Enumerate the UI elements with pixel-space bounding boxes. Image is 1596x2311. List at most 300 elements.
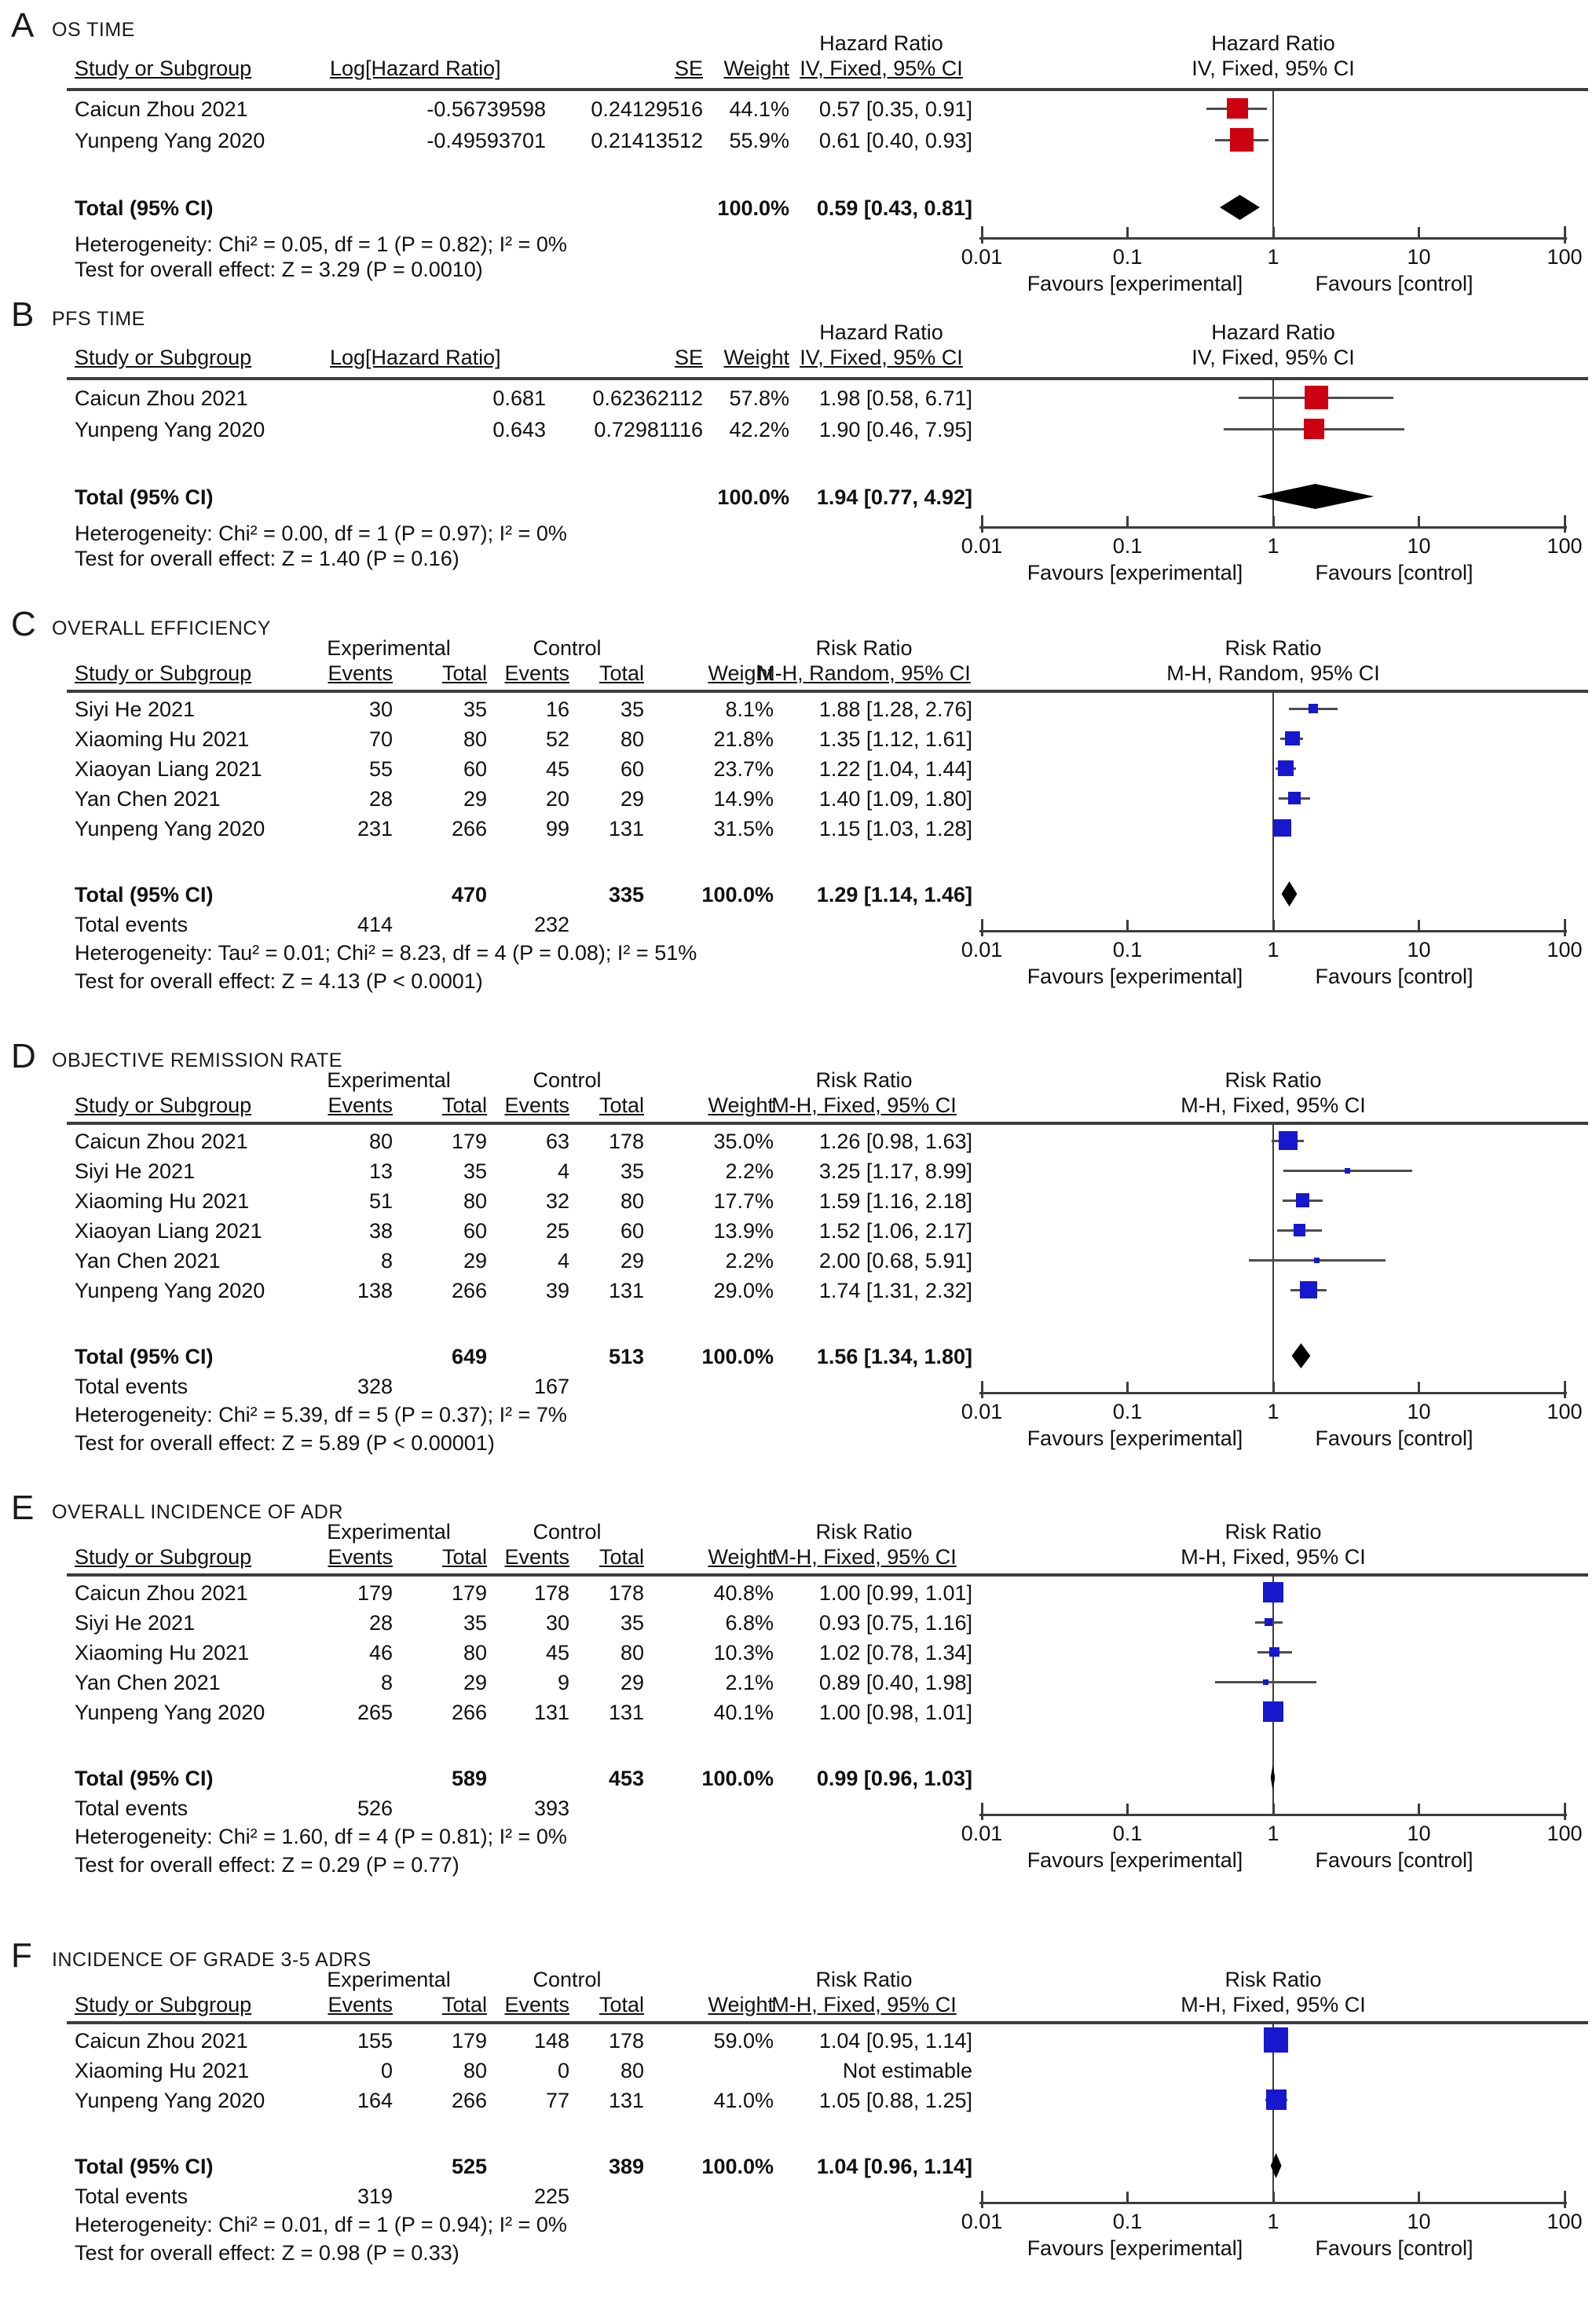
- weight-value: 21.8%: [713, 727, 774, 751]
- axis-tick-label: 100: [1547, 2210, 1583, 2233]
- events-experimental: 231: [357, 817, 393, 841]
- se-value: 0.24129516: [591, 97, 703, 121]
- effect-measure-header-table: Risk Ratio: [815, 1068, 913, 1092]
- axis-tick: [1126, 1382, 1129, 1392]
- events-control: 52: [545, 727, 569, 751]
- study-name: Yunpeng Yang 2020: [75, 418, 265, 441]
- events-control: 63: [545, 1130, 569, 1153]
- events-experimental: 38: [368, 1219, 393, 1243]
- events-control: 39: [545, 1279, 569, 1302]
- x-axis: [979, 1814, 1567, 1816]
- ci-text: 1.00 [0.98, 1.01]: [818, 1701, 972, 1724]
- forest-square: [1345, 1168, 1350, 1174]
- events-control: 77: [545, 2089, 569, 2112]
- total-events-label: Total events: [75, 1796, 189, 1820]
- total-events-experimental: 414: [357, 913, 393, 936]
- ci-text: 0.89 [0.40, 1.98]: [818, 1671, 972, 1694]
- axis-tick: [1418, 516, 1420, 526]
- total-weight: 100.0%: [717, 196, 789, 220]
- events-experimental: 46: [368, 1641, 393, 1665]
- ci-text: 1.05 [0.88, 1.25]: [818, 2089, 972, 2112]
- ci-text: 1.15 [1.03, 1.28]: [818, 817, 972, 841]
- total-experimental: 29: [463, 1671, 487, 1694]
- axis-tick: [1564, 2191, 1566, 2208]
- panel-overall-incidence-adr: [0, 1490, 1596, 1938]
- weight-value: 42.2%: [729, 418, 789, 441]
- ci-text: 0.93 [0.75, 1.16]: [818, 1611, 972, 1635]
- favours-control-label: Favours [control]: [1315, 272, 1473, 295]
- total-diamond: [1271, 1765, 1276, 1790]
- effect-measure-header-table: Hazard Ratio: [819, 31, 943, 55]
- events-experimental: 28: [368, 787, 393, 811]
- total-control: 178: [608, 2029, 644, 2053]
- axis-tick-label: 10: [1407, 1822, 1431, 1845]
- study-name: Yan Chen 2021: [75, 1671, 221, 1694]
- column-header-study: Study or Subgroup: [75, 57, 252, 80]
- effect-measure-header-table: Hazard Ratio: [819, 320, 943, 344]
- total-experimental: 179: [451, 1581, 487, 1605]
- ci-text: 1.40 [1.09, 1.80]: [818, 787, 972, 811]
- forest-square: [1269, 1647, 1279, 1657]
- column-header-weight: Weight: [708, 1093, 774, 1117]
- events-control: 4: [557, 1249, 569, 1273]
- events-control: 4: [557, 1159, 569, 1183]
- group-header-experimental: Experimental: [327, 636, 451, 660]
- axis-tick: [981, 1381, 983, 1398]
- total-events-control: 393: [533, 1796, 569, 1820]
- events-experimental: 138: [357, 1279, 393, 1302]
- ci-text: 1.02 [0.78, 1.34]: [818, 1641, 972, 1665]
- total-events-control: 167: [533, 1375, 569, 1398]
- ci-text: 1.59 [1.16, 2.18]: [818, 1189, 972, 1213]
- events-experimental: 265: [357, 1701, 393, 1724]
- axis-tick: [1418, 2192, 1420, 2202]
- total-control: 35: [620, 1159, 644, 1183]
- total-ci-text: 1.29 [1.14, 1.46]: [816, 883, 972, 906]
- axis-tick: [1564, 1803, 1566, 1820]
- heterogeneity-text: Heterogeneity: Chi² = 5.39, df = 5 (P = 0.37); I² = 7%: [75, 1403, 567, 1427]
- events-control: 9: [557, 1671, 569, 1694]
- study-name: Xiaoming Hu 2021: [75, 1189, 250, 1213]
- effect-measure-header-plot: Risk Ratio: [1224, 1520, 1322, 1544]
- column-header-total-ctl: Total: [598, 1093, 644, 1117]
- study-name: Yan Chen 2021: [75, 787, 221, 811]
- axis-tick-label: 100: [1547, 938, 1583, 961]
- total-label: Total (95% CI): [75, 485, 214, 509]
- events-experimental: 164: [357, 2089, 393, 2112]
- group-header-control: Control: [533, 1520, 602, 1544]
- panel-title: INCIDENCE OF GRADE 3-5 ADRS: [52, 1949, 372, 1971]
- total-label: Total (95% CI): [75, 196, 214, 220]
- forest-square: [1266, 2089, 1287, 2110]
- events-control: 45: [545, 757, 569, 781]
- events-control: 131: [533, 1701, 569, 1724]
- events-control: 45: [545, 1641, 569, 1665]
- favours-control-label: Favours [control]: [1315, 2236, 1473, 2260]
- weight-value: 14.9%: [713, 787, 774, 811]
- total-experimental: 266: [451, 1701, 487, 1724]
- axis-tick: [1126, 1804, 1129, 1814]
- study-name: Yunpeng Yang 2020: [75, 817, 265, 841]
- column-header-total-exp: Total: [441, 1993, 487, 2016]
- method-header-plot: M-H, Random, 95% CI: [1166, 661, 1380, 685]
- column-header-ci: IV, Fixed, 95% CI: [800, 346, 963, 369]
- weight-value: 17.7%: [713, 1189, 774, 1213]
- overall-effect-text: Test for overall effect: Z = 1.40 (P = 0.16): [75, 547, 459, 570]
- total-total-experimental: 649: [451, 1345, 487, 1368]
- total-events-label: Total events: [75, 2185, 189, 2208]
- effect-measure-header-table: Risk Ratio: [815, 1968, 913, 1991]
- column-header-log: Log[Hazard Ratio]: [330, 346, 501, 369]
- x-axis: [979, 1392, 1567, 1394]
- weight-value: 41.0%: [713, 2089, 774, 2112]
- study-name: Caicun Zhou 2021: [75, 1130, 248, 1153]
- column-header-events-exp: Events: [328, 661, 393, 685]
- panel-title: PFS TIME: [52, 308, 145, 330]
- log-hazard-ratio-value: 0.681: [492, 386, 546, 410]
- events-experimental: 0: [380, 2059, 393, 2082]
- axis-tick-label: 1: [1267, 1400, 1279, 1423]
- axis-tick: [981, 919, 983, 936]
- weight-value: 40.8%: [713, 1581, 774, 1605]
- header-rule: [67, 1573, 1588, 1577]
- study-name: Xiaoyan Liang 2021: [75, 757, 262, 781]
- total-control: 80: [620, 1189, 644, 1213]
- study-name: Caicun Zhou 2021: [75, 2029, 248, 2053]
- column-header-study: Study or Subgroup: [75, 1093, 252, 1117]
- events-experimental: 8: [380, 1671, 393, 1694]
- panel-os-time: [0, 8, 1596, 297]
- column-header-total-exp: Total: [441, 1545, 487, 1569]
- method-header-plot: M-H, Fixed, 95% CI: [1181, 1545, 1366, 1569]
- total-ci-text: 0.99 [0.96, 1.03]: [816, 1767, 972, 1790]
- favours-experimental-label: Favours [experimental]: [1027, 2236, 1243, 2260]
- axis-tick: [1126, 227, 1129, 237]
- header-rule: [67, 377, 1588, 380]
- total-experimental: 80: [463, 727, 487, 751]
- forest-square: [1288, 792, 1301, 804]
- study-name: Yan Chen 2021: [75, 1249, 221, 1273]
- header-rule: [67, 1122, 1588, 1125]
- favours-experimental-label: Favours [experimental]: [1027, 1427, 1243, 1450]
- effect-measure-header-plot: Hazard Ratio: [1211, 320, 1335, 344]
- forest-square: [1294, 1224, 1305, 1236]
- ci-text: 1.00 [0.99, 1.01]: [818, 1581, 972, 1605]
- total-experimental: 60: [463, 1219, 487, 1243]
- log-hazard-ratio-value: 0.643: [492, 418, 546, 441]
- weight-value: 57.8%: [729, 386, 789, 410]
- total-total-control: 513: [608, 1345, 644, 1368]
- panel-letter: D: [11, 1037, 36, 1075]
- total-diamond: [1257, 484, 1374, 509]
- total-experimental: 35: [463, 698, 487, 721]
- total-experimental: 35: [463, 1159, 487, 1183]
- favours-experimental-label: Favours [experimental]: [1027, 965, 1243, 988]
- column-header-ci: M-H, Random, 95% CI: [757, 661, 971, 685]
- total-control: 29: [620, 1671, 644, 1694]
- study-name: Yunpeng Yang 2020: [75, 2089, 265, 2112]
- total-experimental: 35: [463, 1611, 487, 1635]
- total-events-label: Total events: [75, 1375, 189, 1398]
- forest-square: [1273, 819, 1291, 837]
- total-weight: 100.0%: [717, 485, 789, 509]
- forest-square: [1230, 128, 1254, 152]
- column-header-study: Study or Subgroup: [75, 346, 252, 369]
- events-experimental: 55: [368, 757, 393, 781]
- axis-tick: [1126, 2192, 1129, 2202]
- weight-value: 10.3%: [713, 1641, 774, 1665]
- axis-tick-label: 10: [1407, 245, 1431, 269]
- overall-effect-text: Test for overall effect: Z = 0.29 (P = 0.77): [75, 1853, 459, 1877]
- total-control: 131: [608, 2089, 644, 2112]
- weight-value: 55.9%: [729, 129, 789, 152]
- forest-square: [1305, 386, 1329, 410]
- study-name: Caicun Zhou 2021: [75, 1581, 248, 1605]
- axis-tick-label: 1: [1267, 2210, 1279, 2233]
- panel-letter: E: [11, 1489, 35, 1527]
- header-rule: [67, 2021, 1588, 2024]
- axis-tick: [1272, 1382, 1275, 1392]
- axis-tick-label: 0.01: [961, 534, 1003, 558]
- total-control: 80: [620, 727, 644, 751]
- axis-tick-label: 10: [1407, 1400, 1431, 1423]
- x-axis: [979, 930, 1567, 932]
- study-name: Xiaoyan Liang 2021: [75, 1219, 262, 1243]
- axis-tick: [981, 1803, 983, 1820]
- weight-value: 29.0%: [713, 1279, 774, 1302]
- total-experimental: 60: [463, 757, 487, 781]
- events-experimental: 80: [368, 1130, 393, 1153]
- events-experimental: 8: [380, 1249, 393, 1273]
- column-header-ci: M-H, Fixed, 95% CI: [771, 1093, 957, 1117]
- weight-value: 40.1%: [713, 1701, 774, 1724]
- total-total-experimental: 470: [451, 883, 487, 906]
- total-events-control: 225: [533, 2185, 569, 2208]
- total-events-experimental: 319: [357, 2185, 393, 2208]
- column-header-events-ctl: Events: [504, 661, 569, 685]
- total-experimental: 29: [463, 1249, 487, 1273]
- axis-tick: [1418, 920, 1420, 930]
- axis-tick-label: 0.01: [961, 2210, 1003, 2233]
- study-name: Xiaoming Hu 2021: [75, 1641, 250, 1665]
- total-experimental: 179: [451, 2029, 487, 2053]
- forest-square: [1227, 98, 1248, 119]
- axis-tick: [1418, 227, 1420, 237]
- total-diamond: [1282, 881, 1298, 906]
- total-total-control: 389: [608, 2155, 644, 2178]
- panel-objective-remission-rate: [0, 1038, 1596, 1490]
- group-header-experimental: Experimental: [327, 1520, 451, 1544]
- weight-value: 8.1%: [725, 698, 774, 721]
- heterogeneity-text: Heterogeneity: Tau² = 0.01; Chi² = 8.23, df = 4 (P = 0.08); I² = 51%: [75, 941, 697, 965]
- no-effect-line: [1272, 91, 1274, 237]
- total-control: 131: [608, 1279, 644, 1302]
- axis-tick: [1126, 516, 1129, 526]
- panel-letter: A: [11, 6, 35, 45]
- study-name: Caicun Zhou 2021: [75, 97, 248, 121]
- se-value: 0.72981116: [594, 418, 703, 441]
- total-diamond: [1220, 195, 1260, 220]
- ci-text: 3.25 [1.17, 8.99]: [818, 1159, 972, 1183]
- axis-tick-label: 100: [1547, 1400, 1583, 1423]
- forest-square: [1296, 1193, 1309, 1207]
- favours-control-label: Favours [control]: [1315, 1848, 1473, 1872]
- axis-tick-label: 0.01: [961, 938, 1003, 961]
- forest-square: [1285, 731, 1300, 746]
- total-control: 29: [620, 787, 644, 811]
- ci-text: 1.26 [0.98, 1.63]: [818, 1130, 972, 1153]
- axis-tick-label: 0.1: [1112, 938, 1143, 961]
- study-name: Siyi He 2021: [75, 698, 196, 721]
- events-experimental: 155: [357, 2029, 393, 2053]
- effect-measure-header-plot: Risk Ratio: [1224, 636, 1322, 660]
- total-total-experimental: 525: [451, 2155, 487, 2178]
- total-control: 178: [608, 1130, 644, 1153]
- panel-grade-3-5-adrs: [0, 1938, 1596, 2311]
- ci-text: 1.04 [0.95, 1.14]: [818, 2029, 972, 2053]
- panel-title: OS TIME: [52, 19, 135, 41]
- axis-tick-label: 100: [1547, 245, 1583, 269]
- forest-square: [1263, 1679, 1268, 1685]
- no-effect-line: [1272, 380, 1274, 526]
- forest-square: [1265, 1618, 1273, 1627]
- axis-tick-label: 1: [1267, 938, 1279, 961]
- ci-text: Not estimable: [842, 2059, 972, 2082]
- favours-control-label: Favours [control]: [1315, 1427, 1473, 1450]
- total-control: 29: [620, 1249, 644, 1273]
- column-header-ci: IV, Fixed, 95% CI: [800, 57, 963, 80]
- axis-tick-label: 0.1: [1112, 1400, 1143, 1423]
- favours-experimental-label: Favours [experimental]: [1027, 561, 1243, 584]
- favours-experimental-label: Favours [experimental]: [1027, 1848, 1243, 1872]
- favours-experimental-label: Favours [experimental]: [1027, 272, 1243, 295]
- ci-text: 0.57 [0.35, 0.91]: [818, 97, 972, 121]
- effect-measure-header-plot: Risk Ratio: [1224, 1068, 1322, 1092]
- total-label: Total (95% CI): [75, 2155, 214, 2178]
- axis-tick-label: 0.1: [1112, 2210, 1143, 2233]
- total-weight: 100.0%: [701, 1345, 774, 1368]
- total-total-control: 335: [608, 883, 644, 906]
- column-header-events-ctl: Events: [504, 1545, 569, 1569]
- axis-tick-label: 0.01: [961, 1822, 1003, 1845]
- total-experimental: 29: [463, 787, 487, 811]
- ci-text: 2.00 [0.68, 5.91]: [818, 1249, 972, 1273]
- study-name: Siyi He 2021: [75, 1159, 196, 1183]
- axis-tick: [1564, 1381, 1566, 1398]
- header-rule: [67, 690, 1588, 693]
- axis-tick: [981, 2191, 983, 2208]
- ci-text: 1.90 [0.46, 7.95]: [818, 418, 972, 441]
- no-effect-line: [1272, 693, 1274, 930]
- column-header-study: Study or Subgroup: [75, 1993, 252, 2016]
- axis-tick-label: 10: [1407, 2210, 1431, 2233]
- axis-tick: [1418, 1382, 1420, 1392]
- total-events-experimental: 328: [357, 1375, 393, 1398]
- ci-text: 1.88 [1.28, 2.76]: [818, 698, 972, 721]
- total-experimental: 266: [451, 817, 487, 841]
- total-ci-text: 0.59 [0.43, 0.81]: [816, 196, 972, 220]
- study-name: Caicun Zhou 2021: [75, 386, 248, 410]
- ci-text: 1.52 [1.06, 2.17]: [818, 1219, 972, 1243]
- axis-tick: [1564, 226, 1566, 244]
- se-value: 0.62362112: [592, 386, 703, 410]
- events-experimental: 51: [368, 1189, 393, 1213]
- column-header-weight: Weight: [708, 661, 774, 685]
- overall-effect-text: Test for overall effect: Z = 4.13 (P < 0.0001): [75, 969, 483, 993]
- effect-measure-header-plot: Hazard Ratio: [1211, 31, 1335, 55]
- effect-measure-header-table: Risk Ratio: [815, 1520, 913, 1544]
- total-total-control: 453: [608, 1767, 644, 1790]
- method-header-plot: M-H, Fixed, 95% CI: [1181, 1093, 1366, 1117]
- panel-letter: B: [11, 295, 35, 334]
- axis-tick-label: 10: [1407, 938, 1431, 961]
- x-axis: [979, 237, 1567, 240]
- ci-text: 0.61 [0.40, 0.93]: [818, 129, 972, 152]
- group-header-control: Control: [533, 636, 602, 660]
- total-experimental: 80: [463, 1641, 487, 1665]
- total-label: Total (95% CI): [75, 1767, 214, 1790]
- forest-square: [1263, 1701, 1283, 1722]
- weight-value: 59.0%: [713, 2029, 774, 2053]
- total-label: Total (95% CI): [75, 883, 214, 906]
- total-weight: 100.0%: [701, 883, 774, 906]
- events-experimental: 30: [368, 698, 393, 721]
- total-ci-text: 1.04 [0.96, 1.14]: [816, 2155, 972, 2178]
- study-name: Siyi He 2021: [75, 1611, 196, 1635]
- column-header-weight: Weight: [723, 346, 789, 369]
- axis-tick-label: 1: [1267, 1822, 1279, 1845]
- heterogeneity-text: Heterogeneity: Chi² = 0.00, df = 1 (P = 0.97); I² = 0%: [75, 522, 567, 545]
- events-control: 0: [557, 2059, 569, 2082]
- overall-effect-text: Test for overall effect: Z = 0.98 (P = 0.33): [75, 2241, 459, 2265]
- total-control: 60: [620, 1219, 644, 1243]
- x-axis: [979, 2202, 1567, 2204]
- study-name: Yunpeng Yang 2020: [75, 129, 265, 152]
- panel-letter: C: [11, 605, 36, 643]
- total-weight: 100.0%: [701, 1767, 774, 1790]
- ci-text: 1.74 [1.31, 2.32]: [818, 1279, 972, 1302]
- favours-control-label: Favours [control]: [1315, 965, 1473, 988]
- column-header-ci: M-H, Fixed, 95% CI: [771, 1993, 957, 2016]
- forest-square: [1304, 419, 1324, 439]
- ci-text: 1.35 [1.12, 1.61]: [818, 727, 972, 751]
- overall-effect-text: Test for overall effect: Z = 3.29 (P = 0.0010): [75, 258, 483, 281]
- weight-value: 31.5%: [713, 817, 774, 841]
- effect-measure-header-table: Risk Ratio: [815, 636, 913, 660]
- column-header-events-exp: Events: [328, 1993, 393, 2016]
- total-events-control: 232: [533, 913, 569, 936]
- axis-tick: [1272, 2192, 1275, 2202]
- axis-tick-label: 0.1: [1112, 534, 1143, 558]
- column-header-study: Study or Subgroup: [75, 661, 252, 685]
- header-rule: [67, 88, 1588, 91]
- heterogeneity-text: Heterogeneity: Chi² = 1.60, df = 4 (P = 0.81); I² = 0%: [75, 1825, 567, 1848]
- axis-tick-label: 100: [1547, 534, 1583, 558]
- column-header-total-exp: Total: [441, 661, 487, 685]
- events-experimental: 13: [368, 1159, 393, 1183]
- total-control: 178: [608, 1581, 644, 1605]
- weight-value: 44.1%: [729, 97, 789, 121]
- weight-value: 2.2%: [725, 1249, 774, 1273]
- axis-tick: [1272, 516, 1275, 526]
- method-header-plot: M-H, Fixed, 95% CI: [1181, 1993, 1366, 2016]
- total-control: 131: [608, 1701, 644, 1724]
- weight-value: 2.2%: [725, 1159, 774, 1183]
- axis-tick: [1564, 515, 1566, 533]
- forest-square: [1309, 704, 1318, 713]
- axis-tick: [1126, 920, 1129, 930]
- study-name: Xiaoming Hu 2021: [75, 2059, 250, 2082]
